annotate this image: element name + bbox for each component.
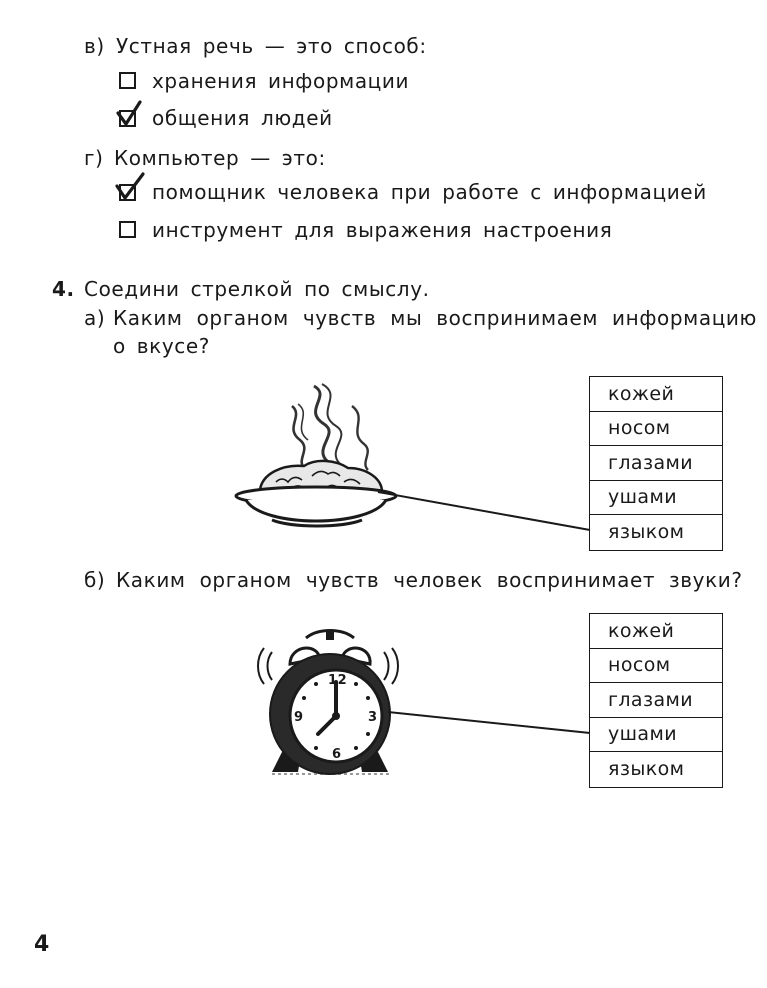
- answer-a-ears[interactable]: ушами: [590, 481, 722, 516]
- clock-number-9: 9: [294, 710, 304, 725]
- checkbox-d-option-2[interactable]: [119, 221, 136, 238]
- option-c-1-label: хранения информации: [152, 69, 410, 93]
- answer-b-skin[interactable]: кожей: [590, 614, 722, 649]
- clock-number-12: 12: [328, 673, 348, 688]
- part-a-text-line1: Каким органом чувств мы воспринимаем информацию: [113, 306, 757, 330]
- part-a-text-line2: о вкусе?: [113, 334, 211, 358]
- answer-b-nose[interactable]: носом: [590, 649, 722, 684]
- option-c-2-label: общения людей: [152, 106, 333, 130]
- task-4-number: 4.: [52, 277, 75, 301]
- part-a-letter: а): [84, 306, 106, 330]
- hot-food-bowl-image: [232, 378, 402, 538]
- answer-a-eyes[interactable]: глазами: [590, 446, 722, 481]
- answer-b-ears[interactable]: ушами: [590, 718, 722, 753]
- clock-number-3: 3: [368, 710, 378, 725]
- answer-a-skin[interactable]: кожей: [590, 377, 722, 412]
- clock-number-6: 6: [332, 747, 342, 762]
- option-d-1-label: помощник человека при работе с информацией: [152, 180, 707, 204]
- answer-a-nose[interactable]: носом: [590, 412, 722, 447]
- question-c-text: Устная речь — это способ:: [116, 34, 427, 58]
- answer-b-eyes[interactable]: глазами: [590, 683, 722, 718]
- checkmark-icon: [113, 172, 147, 204]
- part-b-text: Каким органом чувств человек воспринимает звуки?: [116, 568, 743, 592]
- answer-list-a: [589, 376, 723, 551]
- question-c-letter: в): [84, 34, 105, 58]
- question-d-text: Компьютер — это:: [114, 146, 326, 170]
- option-d-2-label: инструмент для выражения настроения: [152, 218, 613, 242]
- checkmark-icon: [114, 100, 144, 130]
- page-number: 4: [34, 932, 50, 957]
- alarm-clock-image: [250, 624, 410, 784]
- checkbox-c-option-1[interactable]: [119, 72, 136, 89]
- answer-list-b: [589, 613, 723, 788]
- part-b-letter: б): [84, 568, 106, 592]
- question-d-letter: г): [84, 146, 104, 170]
- answer-b-tongue[interactable]: языком: [608, 758, 685, 781]
- task-4-title: Соедини стрелкой по смыслу.: [84, 277, 430, 301]
- answer-a-tongue[interactable]: языком: [608, 521, 685, 544]
